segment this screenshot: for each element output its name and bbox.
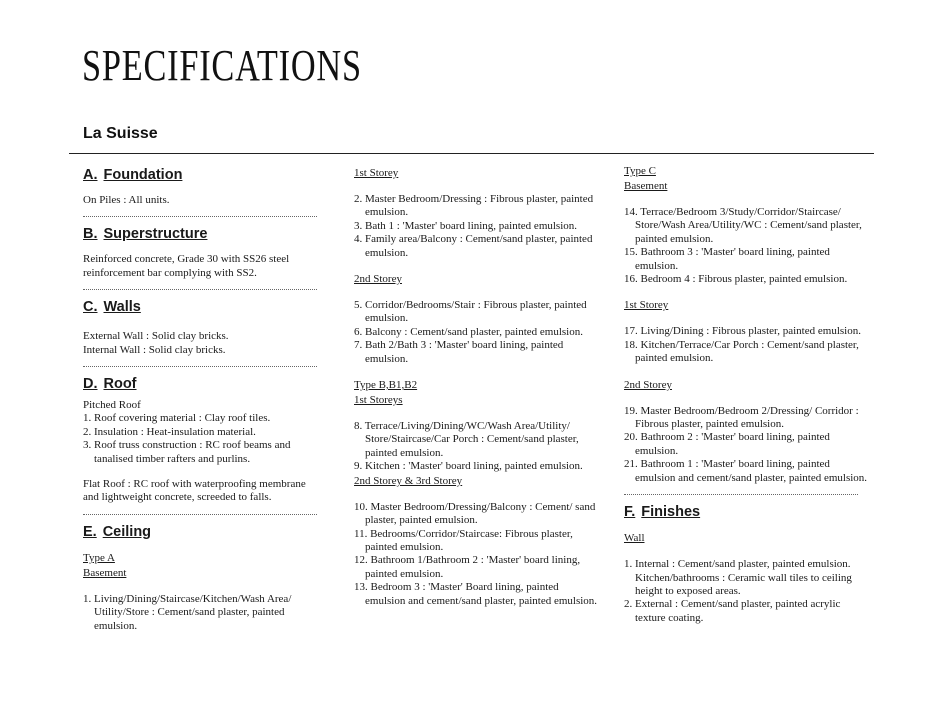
list-item: 16. Bedroom 4 : Fibrous plaster, painted emulsion. xyxy=(624,273,848,286)
list-item: 13. Bedroom 3 : 'Master' Board lining, painted emulsion and cement/sand plaster, painted emulsion. xyxy=(354,581,598,607)
section-name: Walls xyxy=(103,299,141,316)
dotted-divider xyxy=(83,514,317,515)
list-item: 11. Bedrooms/Corridor/Staircase: Fibrous plaster, painted emulsion. xyxy=(354,527,573,553)
list-item: 17. Living/Dining : Fibrous plaster, painted emulsion. xyxy=(624,325,861,338)
type-a-1st-storey-heading: 1st Storey xyxy=(354,167,399,179)
section-name: Finishes xyxy=(641,504,701,521)
list-item: 20. Bathroom 2 : 'Master' board lining, painted emulsion. xyxy=(624,431,830,457)
list-item: 2. External : Cement/sand plaster, painted acrylic texture coating. xyxy=(624,598,841,624)
type-a-2nd-storey-list xyxy=(354,299,599,366)
list-item: 9. Kitchen : 'Master' board lining, painted emulsion. xyxy=(354,460,583,473)
type-c-1st-storey-heading: 1st Storey xyxy=(624,299,669,312)
superstructure-line-1: Reinforced concrete, Grade 30 with SS26 steel xyxy=(83,253,290,266)
section-name: Roof xyxy=(103,376,137,393)
section-name: Ceiling xyxy=(102,523,152,540)
dotted-divider xyxy=(83,216,317,217)
list-item: 1. Internal : Cement/sand plaster, painted emulsion. Kitchen/bathrooms : Ceramic wall tiles to ceiling height to exposed areas. xyxy=(624,558,852,597)
section-heading-finishes xyxy=(624,503,869,521)
section-heading-roof xyxy=(83,375,323,393)
list-item: 21. Bathroom 1 : 'Master' board lining, painted emulsion and cement/sand plaster, painted emulsion. xyxy=(624,458,868,484)
page-title: SPECIFICATIONS xyxy=(82,41,362,90)
superstructure-line-2: reinforcement bar complying with SS2. xyxy=(83,266,257,279)
walls-external: External Wall : Solid clay bricks. xyxy=(83,330,229,343)
type-b-1st-storeys-heading: 1st Storeys xyxy=(354,394,403,407)
pitched-roof-label: Pitched Roof xyxy=(83,399,141,412)
column-left xyxy=(83,166,323,633)
wall-finishes-list xyxy=(624,558,869,625)
type-b-2nd-3rd-storey-heading: 2nd Storey & 3rd Storey xyxy=(354,474,463,487)
section-name: Foundation xyxy=(103,167,183,183)
section-letter: F. xyxy=(624,504,636,521)
list-item: 2. Master Bedroom/Dressing : Fibrous plaster, painted emulsion. xyxy=(354,193,594,219)
type-b-1st-storeys-list xyxy=(354,420,599,474)
section-letter: B. xyxy=(83,226,98,243)
type-a-1st-storey-list xyxy=(354,193,599,260)
type-c-basement-list xyxy=(624,206,869,286)
type-c-2nd-storey-heading: 2nd Storey xyxy=(624,378,672,391)
list-item: 10. Master Bedroom/Dressing/Balcony : Cement/ sand plaster, painted emulsion. xyxy=(354,500,596,527)
list-item: 1. Living/Dining/Staircase/Kitchen/Wash Area/ Utility/Store : Cement/sand plaster, painted emulsion. xyxy=(83,592,292,632)
flat-roof-line-1: Flat Roof : RC roof with waterproofing membrane xyxy=(83,478,306,491)
flat-roof-line-2: and lightweight concrete, screeded to falls. xyxy=(83,491,272,504)
list-item: 4. Family area/Balcony : Cement/sand plaster, painted emulsion. xyxy=(354,233,593,259)
dotted-divider xyxy=(624,494,858,495)
dotted-divider xyxy=(83,289,317,290)
type-c-heading: Type C xyxy=(624,165,656,177)
section-letter: C. xyxy=(83,299,98,316)
section-name: Superstructure xyxy=(103,226,208,243)
header-divider xyxy=(69,153,874,154)
list-item: 2. Insulation : Heat-insulation material. xyxy=(83,425,256,438)
section-heading-foundation xyxy=(83,166,323,184)
walls-internal: Internal Wall : Solid clay bricks. xyxy=(83,343,226,356)
section-heading-walls xyxy=(83,298,323,316)
section-heading-ceiling xyxy=(83,523,323,541)
section-letter: A. xyxy=(83,167,98,183)
list-item: 6. Balcony : Cement/sand plaster, painted emulsion. xyxy=(354,325,583,338)
type-c-1st-storey-list xyxy=(624,325,869,365)
wall-finishes-heading: Wall xyxy=(624,532,645,545)
pitched-roof-list xyxy=(83,412,323,466)
list-item: 1. Roof covering material : Clay roof tiles. xyxy=(83,412,271,425)
column-right xyxy=(624,164,869,625)
project-name: La Suisse xyxy=(83,125,158,142)
column-middle xyxy=(354,166,599,608)
type-a-2nd-storey-heading: 2nd Storey xyxy=(354,273,402,286)
list-item: 18. Kitchen/Terrace/Car Porch : Cement/sand plaster, painted emulsion. xyxy=(624,338,859,365)
type-c-basement-heading: Basement xyxy=(624,180,668,192)
list-item: 3. Roof truss construction : RC roof beams and tanalised timber rafters and purlins. xyxy=(83,439,291,465)
type-a-heading: Type A xyxy=(83,551,115,564)
list-item: 12. Bathroom 1/Bathroom 2 : 'Master' board lining, painted emulsion. xyxy=(354,554,581,580)
section-heading-superstructure xyxy=(83,225,323,243)
section-letter: D. xyxy=(83,376,98,393)
type-a-basement-heading: Basement xyxy=(83,566,127,579)
foundation-text: On Piles : All units. xyxy=(83,194,170,206)
list-item: 15. Bathroom 3 : 'Master' board lining, painted emulsion. xyxy=(624,246,830,272)
list-item: 14. Terrace/Bedroom 3/Study/Corridor/Staircase/ Store/Wash Area/Utility/WC : Cement/sand plaster, painted emulsion. xyxy=(624,206,862,245)
type-b-heading: Type B,B1,B2 xyxy=(354,379,418,392)
type-c-2nd-storey-list xyxy=(624,405,869,485)
type-b-2nd-3rd-storey-list xyxy=(354,501,599,608)
list-item: 7. Bath 2/Bath 3 : 'Master' board lining, painted emulsion. xyxy=(354,339,564,365)
list-item: 8. Terrace/Living/Dining/WC/Wash Area/Utility/ Store/Staircase/Car Porch : Cement/sand plaster, painted emulsion. xyxy=(354,420,579,459)
section-letter: E. xyxy=(83,523,97,540)
list-item: 5. Corridor/Bedrooms/Stair : Fibrous plaster, painted emulsion. xyxy=(354,299,587,325)
type-a-basement-list xyxy=(83,593,323,633)
list-item: 3. Bath 1 : 'Master' board lining, painted emulsion. xyxy=(354,219,578,232)
dotted-divider xyxy=(83,366,317,367)
list-item: 19. Master Bedroom/Bedroom 2/Dressing/ Corridor : Fibrous plaster, painted emulsion. xyxy=(624,404,859,431)
